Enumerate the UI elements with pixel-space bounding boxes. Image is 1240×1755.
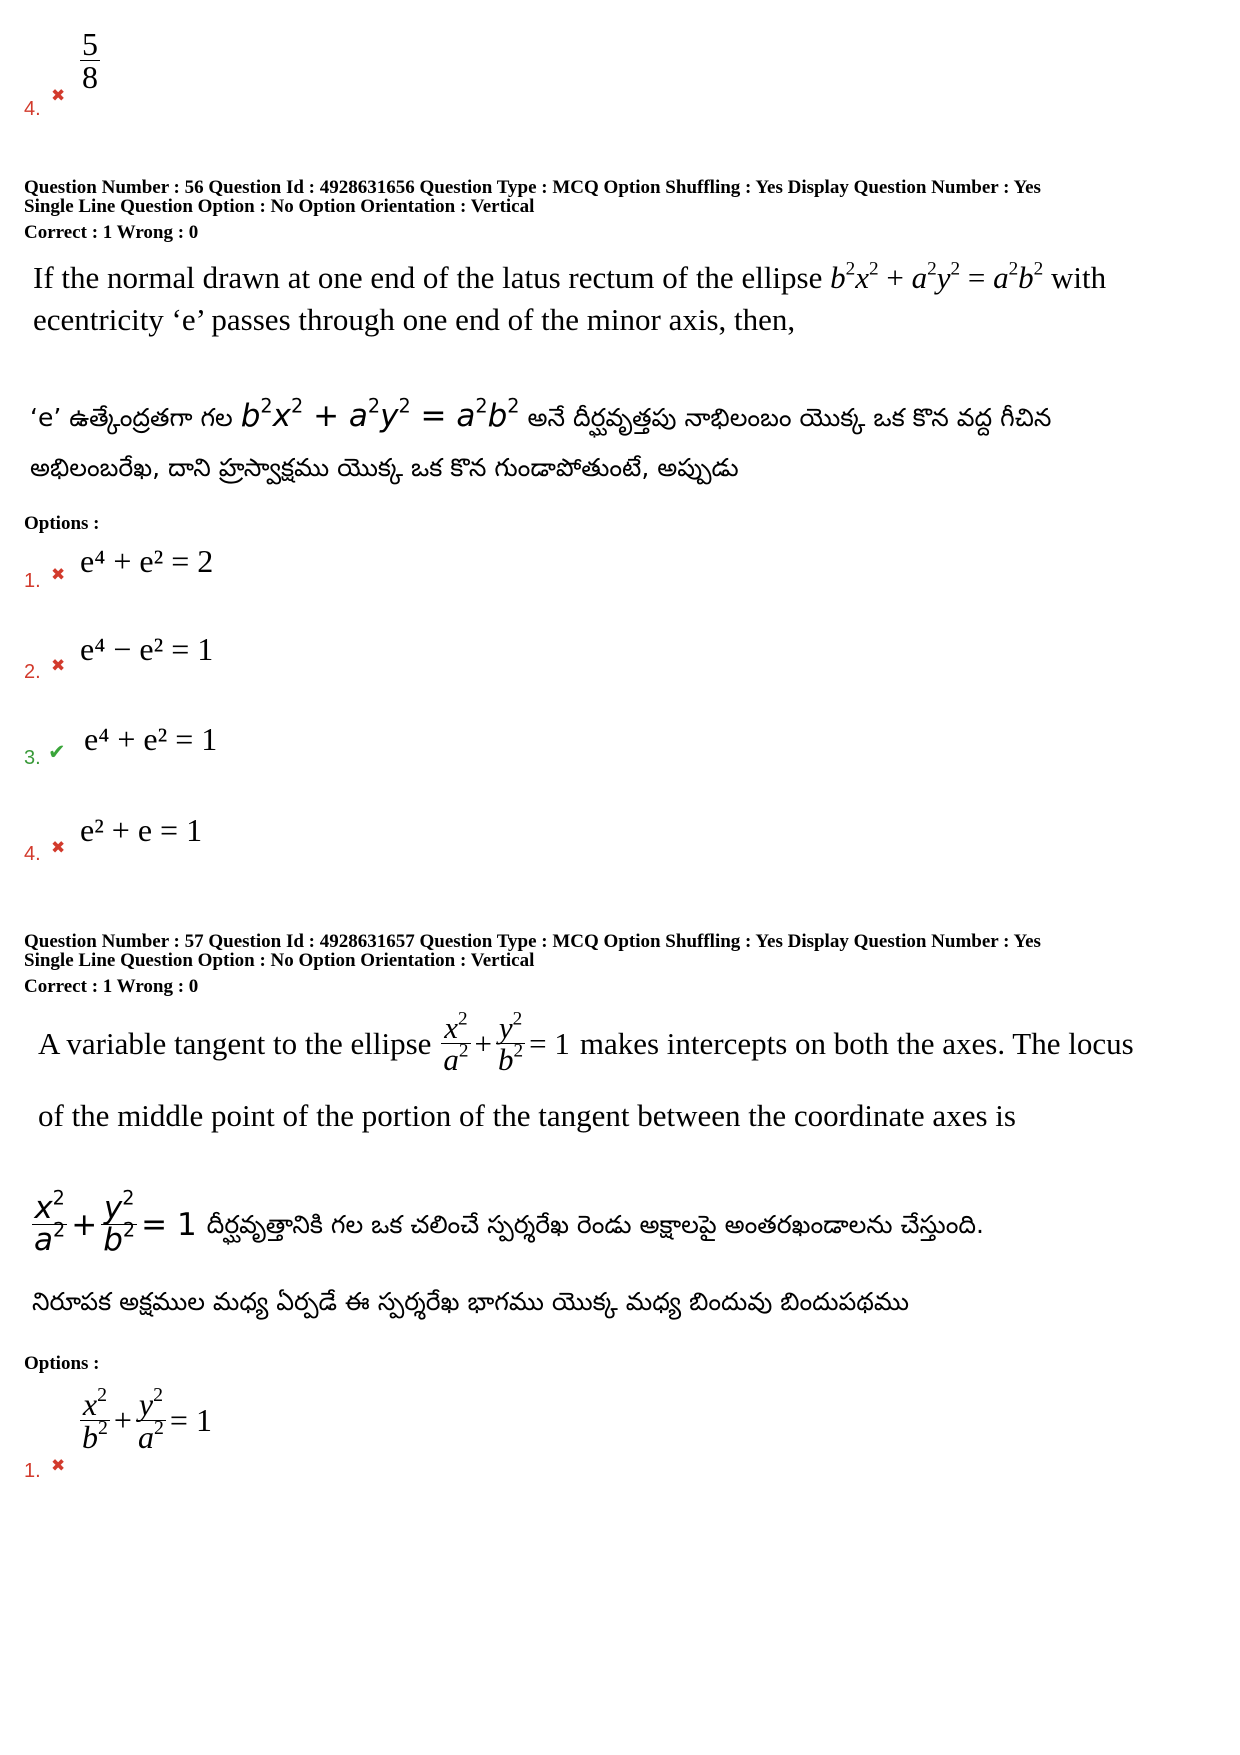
option-equation: e² + e = 1 (80, 812, 203, 848)
question-meta-line1: Question Number : 57 Question Id : 4928631657 Question Type : MCQ Option Shuffling : Yes Display Question Number : Yes (24, 931, 1041, 952)
check-icon: ✔ (48, 740, 66, 764)
ellipse-equation: $\frac{x^2}{a^2}$ + $\frac{y^2}{b^2}$ = 1 (34, 1186, 197, 1258)
question-telugu-line1 (32, 1186, 984, 1258)
ellipse-equation: $\frac{x^2}{a^2}$ + $\frac{y^2}{b^2}$ = 1 (443, 1008, 570, 1077)
ellipse-equation: $b^2x^2 + a^2y^2 = a^2b^2$ (830, 258, 1044, 295)
question-marks: Correct : 1 Wrong : 0 (24, 976, 199, 997)
question-text-telugu: దీర్ఘవృత్తానికి గల ఒక చలించే స్పర్శరేఖ రెండు అక్షాలపై అంతరఖండాలను చేస్తుంది. (206, 1209, 984, 1239)
question-english-line2: of the middle point of the portion of the tangent between the coordinate axes is (38, 1098, 1016, 1133)
x-icon: ✖ (51, 656, 66, 676)
question-marks: Correct : 1 Wrong : 0 (24, 222, 199, 243)
question-text-telugu: అనే దీర్ఘవృత్తపు నాభిలంబం యొక్క ఒక కొన వద్ద గీచిన (527, 403, 1052, 432)
option-equation: $\frac{x^2}{b^2}$ + $\frac{y^2}{a^2}$ = 1 (82, 1384, 212, 1455)
option-number: 4. (24, 98, 41, 120)
x-icon: ✖ (51, 1456, 66, 1476)
question-text: A variable tangent to the ellipse (38, 1025, 432, 1061)
question-meta-line2: Single Line Question Option : No Option Orientation : Vertical (24, 196, 535, 217)
option-fraction (80, 28, 100, 93)
option-number: 3. (24, 747, 41, 769)
x-icon: ✖ (51, 838, 66, 858)
question-meta-line2: Single Line Question Option : No Option Orientation : Vertical (24, 950, 535, 971)
option-number: 1. (24, 1460, 41, 1482)
options-label: Options : (24, 1353, 100, 1374)
question-telugu-line2: అభిలంబరేఖ, దాని హ్రస్వాక్షము యొక్క ఒక కొన గుండాపోతుంటే, అప్పుడు (30, 453, 739, 482)
options-label: Options : (24, 513, 100, 534)
option-equation: e⁴ − e² = 1 (80, 631, 214, 667)
question-text: with (1051, 260, 1107, 295)
question-english-line1 (38, 1008, 1134, 1077)
question-text-telugu: ‘e’ ఉత్కేంద్రతగా గల (30, 403, 233, 432)
option-number: 4. (24, 843, 41, 865)
question-meta-line1: Question Number : 56 Question Id : 4928631656 Question Type : MCQ Option Shuffling : Yes Display Question Number : Yes (24, 177, 1041, 198)
option-number: 1. (24, 570, 41, 592)
x-icon: ✖ (51, 565, 66, 585)
option-number: 2. (24, 661, 41, 683)
question-telugu-line1 (30, 392, 1051, 444)
x-icon: ✖ (51, 86, 66, 106)
ellipse-equation: $b^2x^2 + a^2y^2 = a^2b^2$ (240, 394, 520, 434)
question-english-line2: ecentricity ‘e’ passes through one end of the minor axis, then, (33, 302, 796, 337)
option-equation: e⁴ + e² = 2 (80, 543, 214, 579)
fraction-numerator: 5 (82, 26, 98, 62)
question-text: If the normal drawn at one end of the latus rectum of the ellipse (33, 260, 823, 295)
question-text: makes intercepts on both the axes. The locus (579, 1025, 1134, 1061)
fraction-denominator: 8 (82, 59, 98, 95)
question-english-line1 (33, 255, 1106, 301)
option-equation: e⁴ + e² = 1 (84, 721, 218, 757)
question-telugu-line2: నిరూపక అక్షముల మధ్య ఏర్పడే ఈ స్పర్శరేఖ భాగము యొక్క మధ్య బిందువు బిందుపథము (32, 1287, 909, 1316)
